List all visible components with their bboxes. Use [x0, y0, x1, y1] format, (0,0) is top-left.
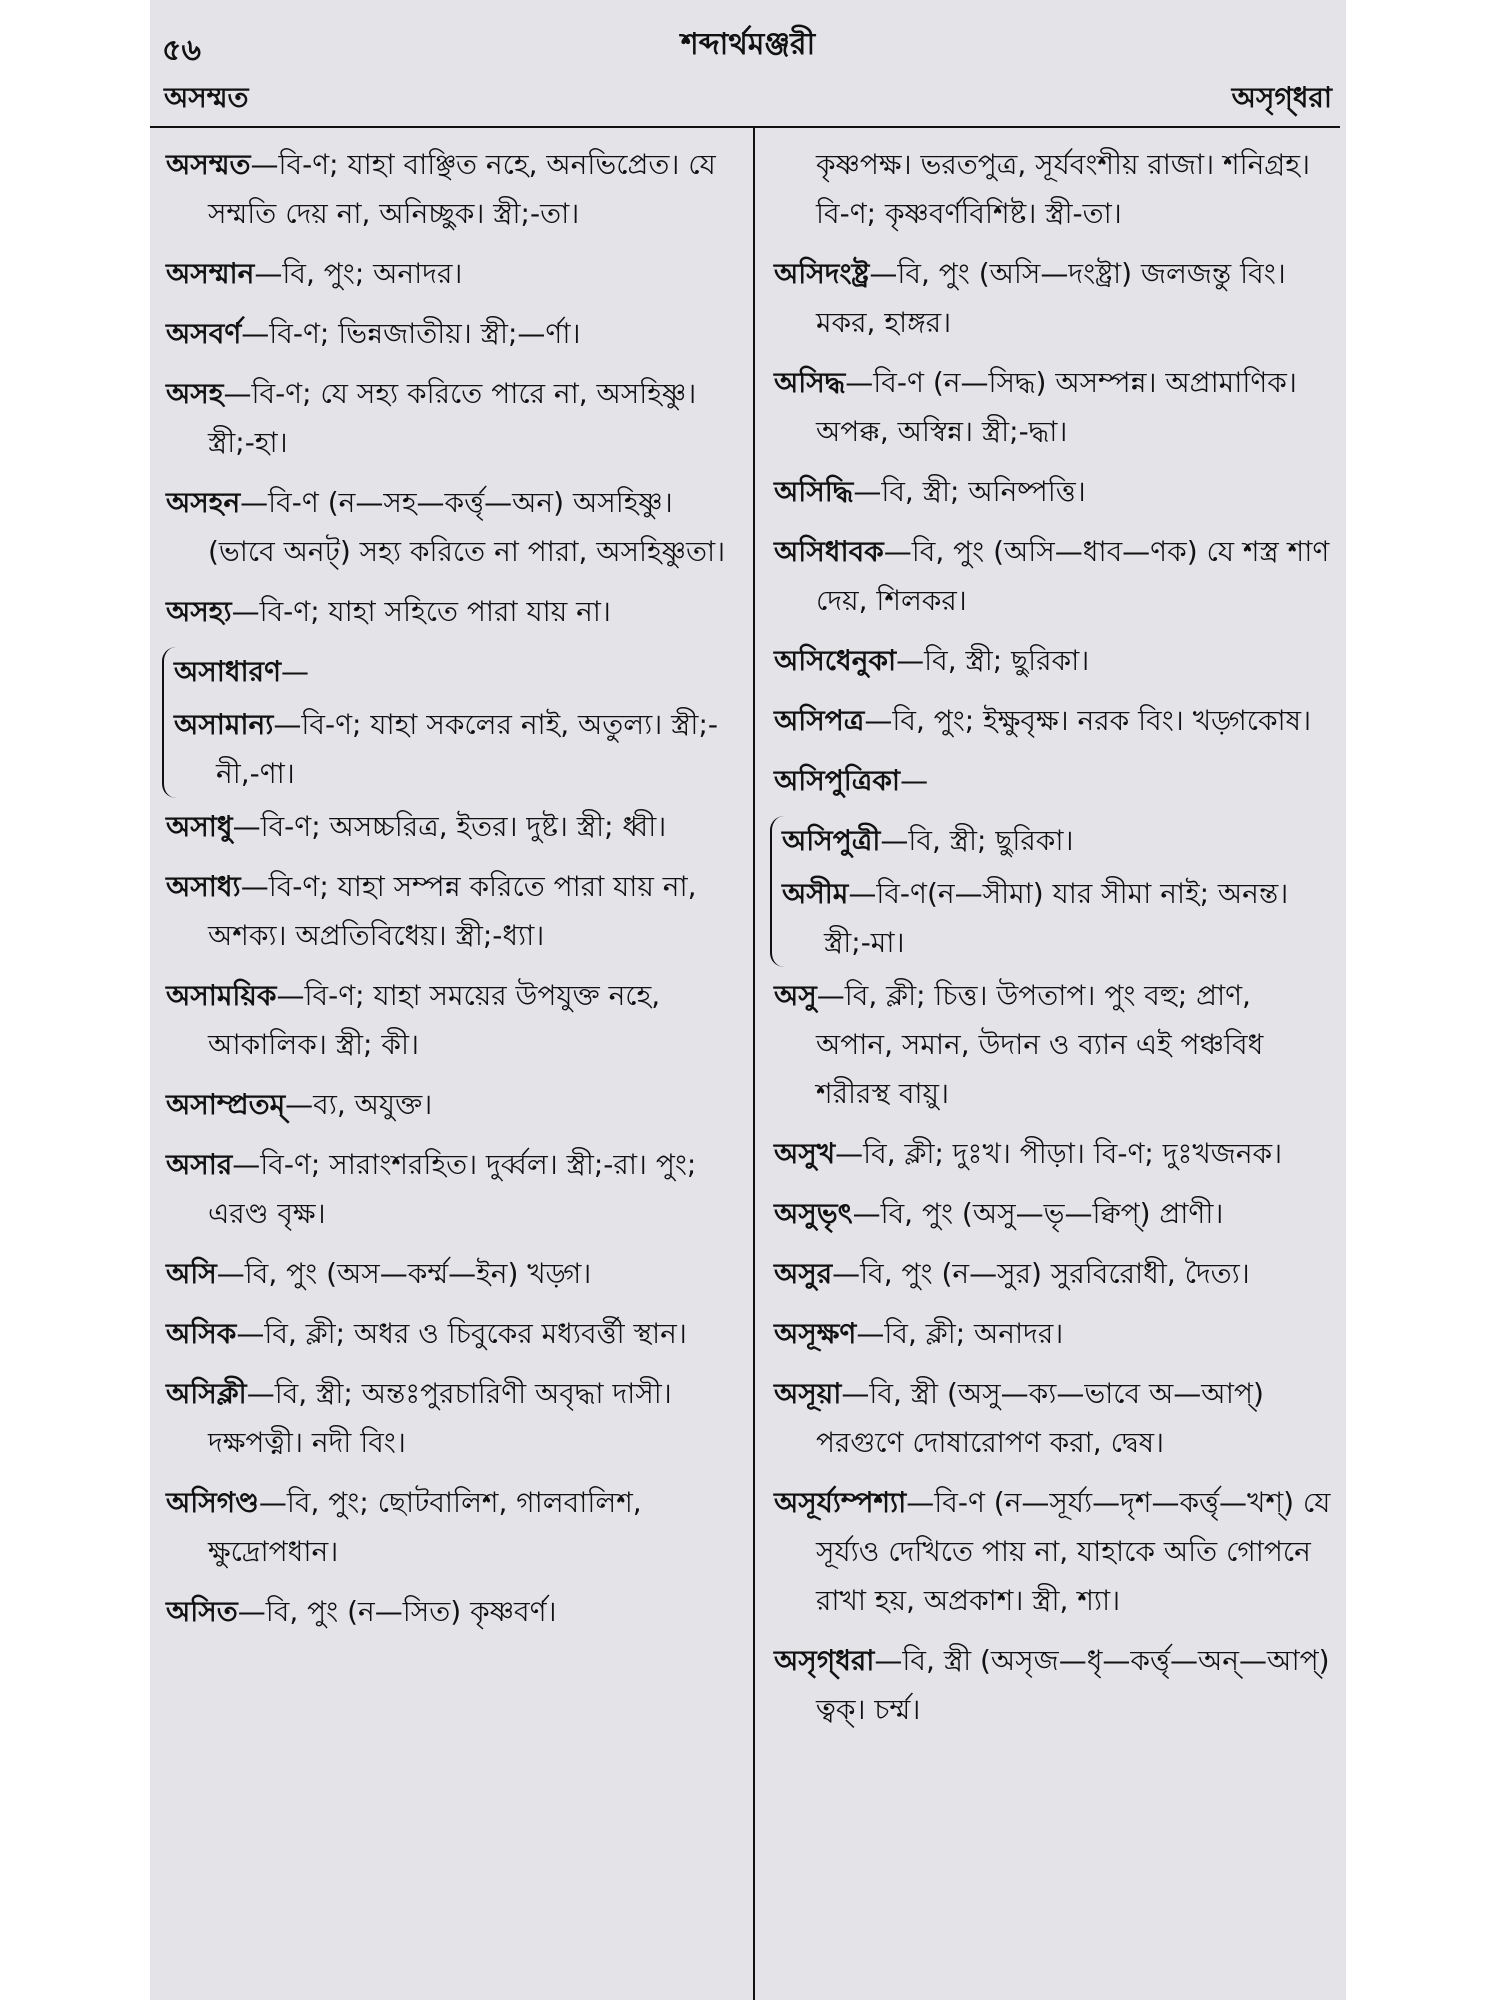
headword: অসুখ: [774, 1137, 836, 1170]
headword: অসহ্য: [166, 595, 232, 628]
header-rule: [150, 126, 1340, 128]
entry: [166, 802, 726, 851]
headword: অসাধ্য: [166, 870, 241, 903]
headword: অসিত: [166, 1595, 238, 1628]
entry: [166, 862, 726, 960]
entry: [774, 1478, 1334, 1625]
entry: [774, 358, 1334, 456]
headword: অসিক্লী: [166, 1377, 247, 1410]
definition: —বি, পুং (ন—সিত) কৃষ্ণবর্ণ।: [237, 1595, 557, 1628]
entry: [166, 478, 726, 576]
entry: [774, 1189, 1334, 1238]
entry: [166, 1478, 726, 1576]
entry: [774, 1129, 1334, 1178]
headword: অসুর: [774, 1257, 833, 1290]
definition: —বি, ক্লী; চিত্ত। উপতাপ। পুং বহু; প্রাণ, অপান, সমান, উদান ও ব্যান এই পঞ্চবিধ শরীরস্থ বায়ু।: [816, 979, 1264, 1110]
entry: [166, 1080, 726, 1129]
headword: অসিদংষ্ট্র: [774, 257, 870, 290]
definition: —বি-ণ; সারাংশরহিত। দুর্ব্বল। স্ত্রী;-রা। পুং; এরণ্ড বৃক্ষ।: [208, 1148, 697, 1230]
entry: [782, 816, 1334, 865]
entry: [782, 869, 1334, 967]
definition: —বি, স্ত্রী; ছুরিকা।: [896, 644, 1090, 677]
headword: অসিদ্ধ: [774, 366, 846, 399]
right-column: [774, 140, 1334, 1745]
headword: অসীম: [782, 877, 849, 910]
entry: [166, 1369, 726, 1467]
headword: অসহন: [166, 486, 241, 519]
headword: অসম্মান: [166, 257, 255, 290]
grouped-entries: [162, 647, 726, 798]
headword: অসিক: [166, 1317, 237, 1350]
definition: —বি, পুং; ইক্ষুবৃক্ষ। নরক বিং। খড়্গকোষ।: [864, 704, 1312, 737]
entry: [166, 1140, 726, 1238]
definition: —বি-ণ (ন—সিদ্ধ) অসম্পন্ন। অপ্রামাণিক। অপক্ক, অস্বিন্ন। স্ত্রী;-দ্ধা।: [816, 366, 1297, 448]
definition: —বি-ণ; যাহা সকলের নাই, অতুল্য। স্ত্রী;-নী,-ণা।: [216, 708, 718, 790]
definition: —বি-ণ; ভিন্নজাতীয়। স্ত্রী;—র্ণা।: [241, 317, 581, 350]
definition: —ব্য, অযুক্ত।: [285, 1088, 433, 1121]
headword: অসিধাবক: [774, 535, 884, 568]
headword: অসুভৃৎ: [774, 1197, 853, 1230]
headword: অসামান্য: [174, 708, 274, 741]
headword: অসিগণ্ড: [166, 1486, 259, 1519]
entry: [774, 971, 1334, 1118]
headword: অসার: [166, 1148, 233, 1181]
headword: অসিপুত্রিকা: [774, 764, 901, 797]
headword: অসিদ্ধি: [774, 475, 854, 508]
page-title: শব্দার্থমঞ্জরী: [680, 27, 816, 62]
headword: অসূক্ষণ: [774, 1317, 857, 1350]
definition: —বি, ক্লী; অধর ও চিবুকের মধ্যবর্ত্তী স্থান।: [236, 1317, 687, 1350]
definition: কৃষ্ণপক্ষ। ভরতপুত্র, সূর্যবংশীয় রাজা। শনিগ্রহ। বি-ণ; কৃষ্ণবর্ণবিশিষ্ট। স্ত্রী-তা।: [816, 148, 1310, 230]
entry: [774, 1369, 1334, 1467]
definition: —বি-ণ (ন—সহ—কর্ত্তৃ—অন) অসহিষ্ণু। (ভাবে অনট্‌) সহ্য করিতে না পারা, অসহিষ্ণুতা।: [208, 486, 726, 568]
definition: —বি, পুং (অসি—দংষ্ট্রা) জলজন্তু বিং। মকর, হাঙ্গর।: [816, 257, 1286, 339]
definition: —বি-ণ; যাহা সম্পন্ন করিতে পারা যায় না, অশক্য। অপ্রতিবিধেয়। স্ত্রী;-ধ্যা।: [208, 870, 697, 952]
entry: [774, 249, 1334, 347]
entry: [166, 249, 726, 298]
guide-word-left: অসম্মত: [164, 81, 249, 114]
entry: [774, 756, 1334, 805]
definition: —বি-ণ; যে সহ্য করিতে পারে না, অসহিষ্ণু। স্ত্রী;-হা।: [208, 377, 697, 459]
entry: [774, 527, 1334, 625]
entry: [774, 467, 1334, 516]
column-divider: [753, 126, 755, 2000]
definition: —বি-ণ(ন—সীমা) যার সীমা নাই; অনন্ত। স্ত্রী;-মা।: [824, 877, 1289, 959]
definition: —: [281, 655, 310, 688]
definition: —বি-ণ; যাহা সময়ের উপযুক্ত নহে, আকালিক। স্ত্রী; কী।: [208, 979, 661, 1061]
definition: —বি, স্ত্রী; ছুরিকা।: [880, 824, 1074, 857]
entry: [774, 636, 1334, 685]
definition: —বি-ণ; যাহা বাঞ্ছিত নহে, অনভিপ্রেত। যে সম্মতি দেয় না, অনিচ্ছুক। স্ত্রী;-তা।: [208, 148, 716, 230]
headword: অসাধারণ: [174, 655, 282, 688]
entry: [174, 647, 726, 696]
headword: অসু: [774, 979, 817, 1012]
headword: অসবর্ণ: [166, 317, 242, 350]
definition: —বি, ক্লী; দুঃখ। পীড়া। বি-ণ; দুঃখজনক।: [835, 1137, 1283, 1170]
entry: [174, 700, 726, 798]
definition: —বি-ণ (ন—সূর্য্য—দৃশ—কর্ত্তৃ—খশ্‌) যে সূর্য্যও দেখিতে পায় না, যাহাকে অতি গোপনে রাখা হয়, অপ্রকাশ। স্ত্রী, শ্যা।: [816, 1486, 1331, 1617]
headword: অসূয়া: [774, 1377, 842, 1410]
guide-word-right: অসৃগ্‌ধরা: [1231, 81, 1332, 114]
definition: —বি, পুং; অনাদর।: [254, 257, 463, 290]
headword: অসাধু: [166, 810, 233, 843]
headword: অসাম্প্রতম্‌: [166, 1088, 286, 1121]
definition: —বি, পুং (অস—কর্ম্ম—ইন) খড়্গ।: [216, 1257, 592, 1290]
grouped-entries: [770, 816, 1334, 967]
entry: [774, 1309, 1334, 1358]
entry: [166, 1587, 726, 1636]
entry: [166, 309, 726, 358]
entry: [774, 1249, 1334, 1298]
headword: অসম্মত: [166, 148, 251, 181]
definition: —বি, পুং; ছোটবালিশ, গালবালিশ, ক্ষুদ্রোপধান।: [208, 1486, 642, 1568]
page-number: ৫৬: [162, 33, 201, 68]
definition: —: [900, 764, 929, 797]
entry: [166, 140, 726, 238]
definition: —বি-ণ; অসচ্চরিত্র, ইতর। দুষ্ট। স্ত্রী; ধ্বী।: [232, 810, 667, 843]
headword: অসিধেনুকা: [774, 644, 897, 677]
definition: —বি-ণ; যাহা সহিতে পারা যায় না।: [231, 595, 611, 628]
definition: —বি, ক্লী; অনাদর।: [856, 1317, 1064, 1350]
headword: অসি: [166, 1257, 217, 1290]
definition: —বি, পুং (ন—সুর) সুরবিরোধী, দৈত্য।: [832, 1257, 1250, 1290]
entry: [166, 369, 726, 467]
entry: [166, 1309, 726, 1358]
definition: —বি, স্ত্রী; অনিষ্পত্তি।: [853, 475, 1086, 508]
entry: [774, 696, 1334, 745]
entry-continuation: [774, 140, 1334, 238]
headword: অসিপত্র: [774, 704, 865, 737]
entry: [774, 1636, 1334, 1734]
headword: অসাময়িক: [166, 979, 277, 1012]
definition: —বি, স্ত্রী (অসৃজ—ধৃ—কর্ত্তৃ—অন্‌—আপ্‌) ত্বক্‌। চর্ম্ম।: [816, 1644, 1330, 1726]
definition: —বি, পুং (অসি—ধাব—ণক) যে শস্ত্র শাণ দেয়, শিলকর।: [816, 535, 1330, 617]
entry: [166, 971, 726, 1069]
headword: অসহ: [166, 377, 224, 410]
dictionary-page: [150, 0, 1346, 2000]
headword: অসৃগ্‌ধরা: [774, 1644, 875, 1677]
headword: অসূর্য্যম্পশ্যা: [774, 1486, 907, 1519]
entry: [166, 1249, 726, 1298]
left-column: [166, 140, 726, 1647]
headword: অসিপুত্রী: [782, 824, 881, 857]
definition: —বি, পুং (অসু—ভৃ—ক্বিপ্‌) প্রাণী।: [852, 1197, 1224, 1230]
entry: [166, 587, 726, 636]
definition: —বি, স্ত্রী; অন্তঃপুরচারিণী অবৃদ্ধা দাসী। দক্ষপত্নী। নদী বিং।: [208, 1377, 672, 1459]
definition: —বি, স্ত্রী (অসু—ক্য—ভাবে অ—আপ্‌) পরগুণে দোষারোপণ করা, দ্বেষ।: [816, 1377, 1264, 1459]
